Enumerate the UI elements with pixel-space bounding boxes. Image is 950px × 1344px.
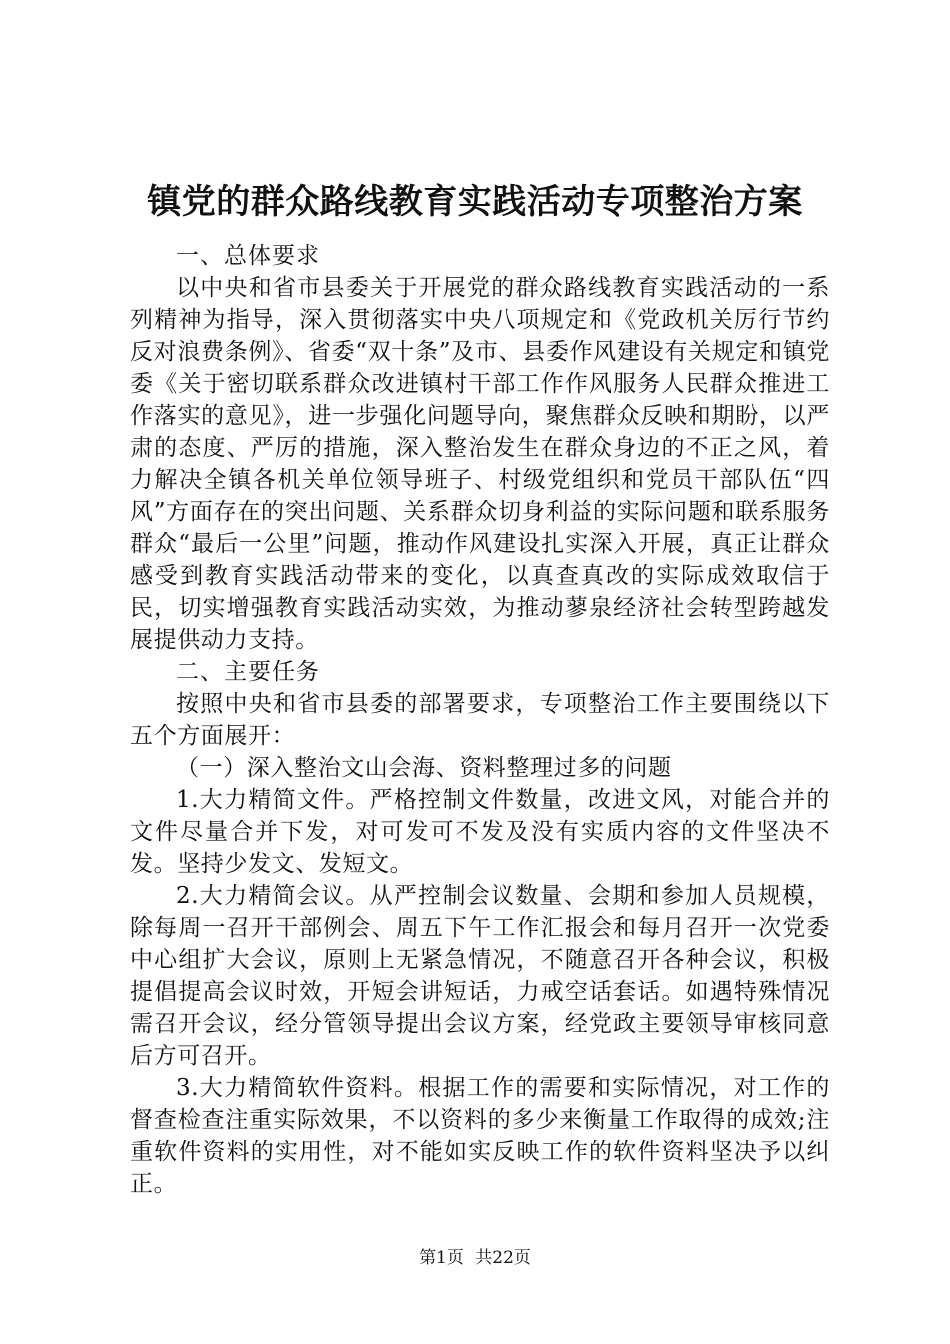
paragraph-item-3: 3.大力精简软件资料。根据工作的需要和实际情况，对工作的督查检查注重实际效果，不以资料的多少来衡量工作取得的成效;注重软件资料的实用性，对不能如实反映工作的软件资料坚决予以纠正。	[130, 1075, 830, 1197]
paragraph-general-requirements: 以中央和省市县委关于开展党的群众路线教育实践活动的一系列精神为指导，深入贯彻落实中央八项规定和《党政机关厉行节约反对浪费条例》、省委“双十条”及市、县委作风建设有关规定和镇党委《关于密切联系群众改进镇村干部工作作风服务人民群众推进工作落实的意见》，进一步强化问题导向，聚焦群众反映和期盼，以严肃的态度、严厉的措施，深入整治发生在群众身边的不正之风，着力解决全镇各机关单位领导班子、村级党组织和党员干部队伍“四风”方面存在的突出问题、关系群众切身利益的实际问题和联系服务群众“最后一公里”问题，推动作风建设扎实深入开展，真正让群众感受到教育实践活动带来的变化，以真查真改的实际成效取信于民，切实增强教育实践活动实效，为推动蓼泉经济社会转型跨越发展提供动力支持。	[130, 275, 830, 653]
paragraph-main-tasks-intro: 按照中央和省市县委的部署要求，专项整治工作主要围绕以下五个方面展开：	[130, 691, 830, 749]
section-heading-general-requirements: 一、总体要求	[176, 243, 320, 269]
document-title: 镇党的群众路线教育实践活动专项整治方案	[147, 182, 803, 222]
paragraph-item-1: 1.大力精简文件。严格控制文件数量，改进文风，对能合并的文件尽量合并下发，对可发可不发及没有实质内容的文件坚决不发。坚持少发文、发短文。	[130, 787, 830, 877]
current-page-label: 第1页	[419, 1248, 464, 1268]
page-footer	[0, 1243, 950, 1268]
paragraph-item-2: 2.大力精简会议。从严控制会议数量、会期和参加人员规模，除每周一召开干部例会、周五下午工作汇报会和每月召开一次党委中心组扩大会议，原则上无紧急情况，不随意召开各种会议，积极提倡提高会议时效，开短会讲短话，力戒空话套话。如遇特殊情况需召开会议，经分管领导提出会议方案，经党政主要领导审核同意后方可召开。	[130, 883, 830, 1069]
section-heading-main-tasks: 二、主要任务	[176, 659, 320, 685]
document-body	[130, 240, 830, 1200]
subsection-heading-1: （一）深入整治文山会海、资料整理过多的问题	[176, 755, 672, 781]
total-pages-label: 共22页	[475, 1248, 531, 1268]
